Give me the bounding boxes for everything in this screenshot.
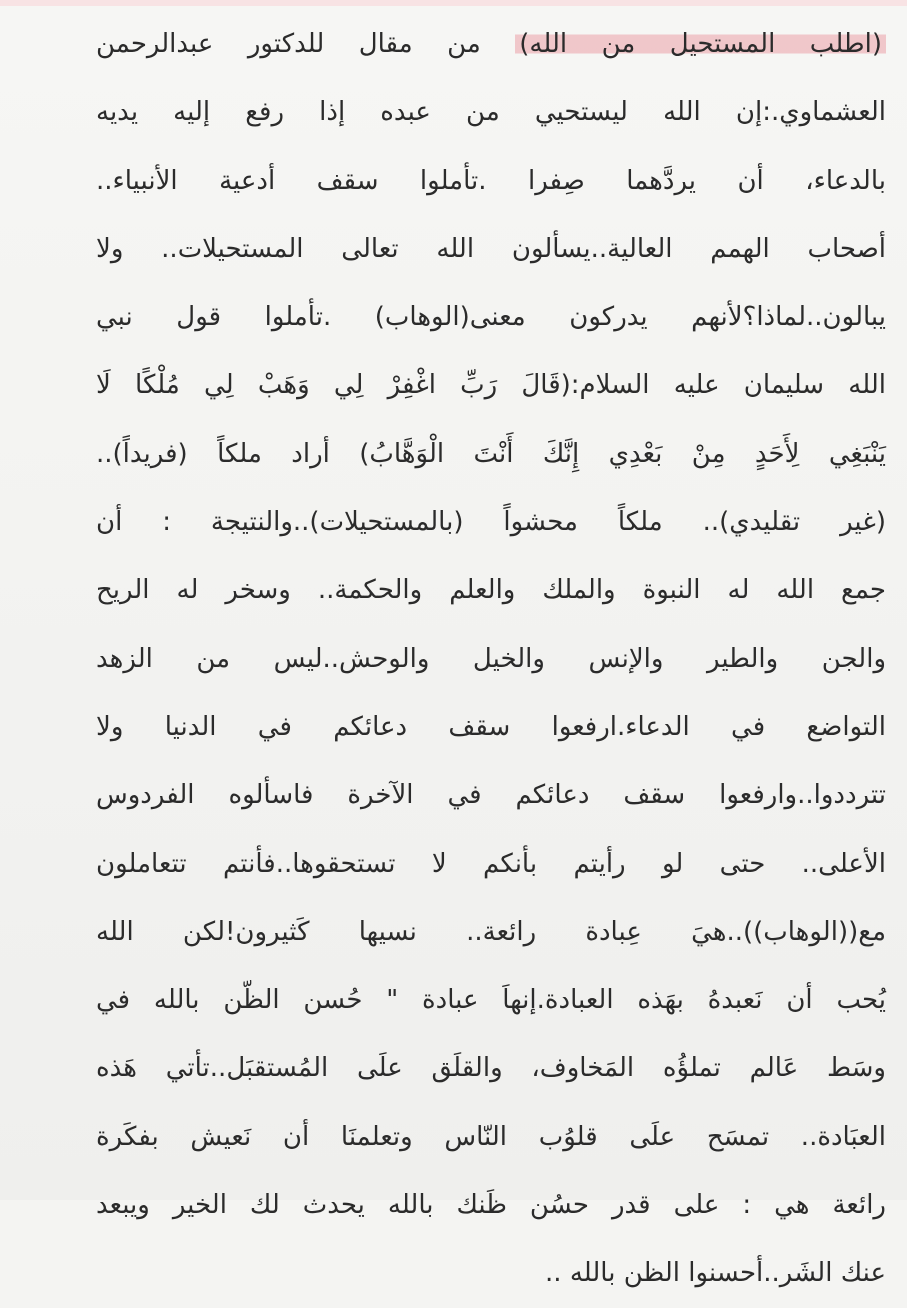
text-line-15: يُحب أن نَعبدهُ بهَذه العبادة.إنهاَ عبادة " حُسن الظّن بالله في bbox=[96, 985, 886, 1016]
text-line-9: جمع الله له النبوة والملك والعلم والحكمة.. وسخر له الريح bbox=[96, 575, 886, 606]
text-line-6: الله سليمان عليه السلام:(قَالَ رَبِّ اغْفِرْ لِي وَهَبْ لِي مُلْكًا لَا bbox=[96, 370, 886, 401]
text-line-17: العبَادة.. تمسَح علَى قلوُب النّاس وتعلمنَا أن نَعيش بفكَرة bbox=[96, 1121, 886, 1152]
highlighted-quote: إن الله ليستحيي من عبده إذا رفع إليه يديه bbox=[96, 97, 763, 128]
text-line-11: التواضع في الدعاء.ارفعوا سقف دعائكم في الدنيا ولا bbox=[96, 711, 886, 742]
text-line-8: (غير تقليدي).. ملكاً محشواً (بالمستحيلات)..والنتيجة : أن bbox=[96, 507, 886, 538]
text-line-2 bbox=[96, 78, 886, 146]
text-line-18: رائعة هي : على قدر حسُن ظَنك بالله يحدث لك الخير ويبعد bbox=[96, 1190, 886, 1221]
text-line-1 bbox=[96, 10, 886, 78]
line-text: العشماوي.: bbox=[762, 97, 886, 128]
text-line-16: وسَط عَالم تملؤُه المَخاوف، والقلَق علَى المُستقبَل..تأتي هَذه bbox=[96, 1053, 886, 1084]
highlight-top-strip bbox=[0, 0, 907, 6]
text-line-13: الأعلى.. حتى لو رأيتم بأنكم لا تستحقوها..فأنتم تتعاملون bbox=[96, 848, 886, 879]
text-line-14: مع((الوهاب))..هيَ عِبادة رائعة.. نسيها كَثيرون!لكن الله bbox=[96, 916, 886, 947]
text-line-12: تترددوا..وارفعوا سقف دعائكم في الآخرة فاسألوه الفردوس bbox=[96, 780, 886, 811]
line-text: من مقال للدكتور عبدالرحمن bbox=[96, 29, 516, 59]
text-line-3: بالدعاء، أن يردَّهما صِفرا .تأملوا سقف أدعية الأنبياء.. bbox=[96, 165, 886, 196]
text-line-7: يَنْبَغِي لِأَحَدٍ مِنْ بَعْدِي إِنَّكَ أَنْتَ الْوَهَّابُ) أراد ملكاً (فريداً).. bbox=[96, 438, 886, 469]
text-line-4: أصحاب الهمم العالية..يسألون الله تعالى المستحيلات.. ولا bbox=[96, 233, 886, 264]
article-text bbox=[96, 10, 886, 1308]
highlighted-title: (اطلب المستحيل من الله) bbox=[515, 29, 886, 59]
text-line-5: يبالون..لماذا؟لأنهم يدركون معنى(الوهاب) .تأملوا قول نبي bbox=[96, 302, 886, 333]
text-line-10: والجن والطير والإنس والخيل والوحش..ليس من الزهد bbox=[96, 643, 886, 674]
text-line-19: عنك الشَر..أحسنوا الظن بالله .. bbox=[545, 1258, 886, 1289]
